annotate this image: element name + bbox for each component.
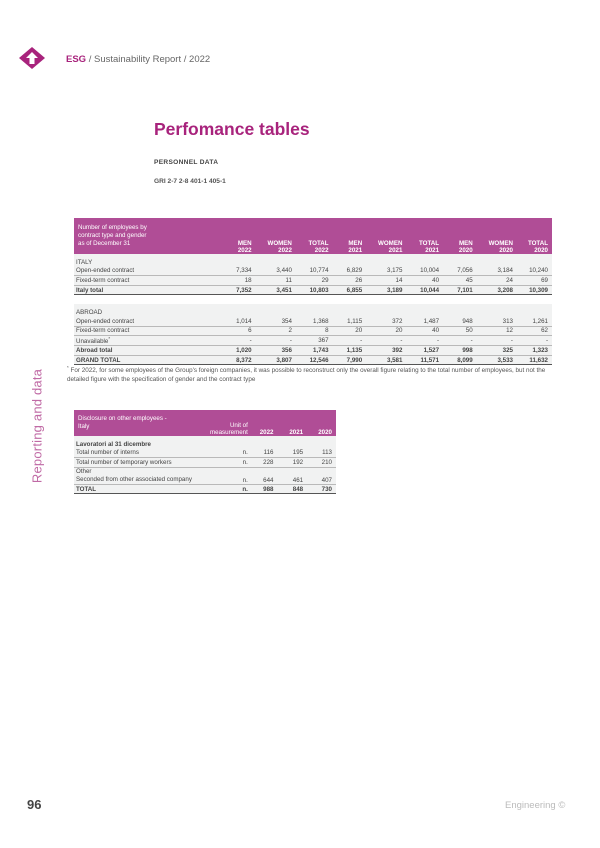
cell: 10,004	[404, 267, 447, 276]
subtotal-row	[74, 346, 552, 356]
cell: 7,352	[226, 285, 254, 295]
header-line: Disclosure on other employees -	[78, 414, 167, 422]
section-title-row	[74, 254, 552, 267]
gri-references: GRI 2-7 2-8 401-1 405-1	[154, 178, 226, 185]
section-subtitle: PERSONNEL DATA	[154, 159, 219, 166]
cell: 1,743	[294, 346, 337, 356]
cell: 6	[226, 326, 254, 336]
table-row	[74, 449, 336, 458]
cell: 313	[475, 317, 515, 326]
cell: 644	[250, 467, 280, 484]
cell: 11	[254, 276, 294, 286]
cell: -	[364, 336, 404, 346]
section-title: ITALY	[74, 254, 552, 267]
cell: 3,184	[475, 267, 515, 276]
year-header: 2022	[250, 410, 280, 436]
cell: 195	[279, 449, 309, 458]
table-row	[74, 467, 336, 484]
row-label: TOTAL	[74, 484, 208, 494]
cell: 1,487	[404, 317, 447, 326]
cell: -	[515, 336, 552, 346]
cell: 730	[309, 484, 336, 494]
sidebar-section-label	[27, 370, 47, 482]
cell: 192	[279, 458, 309, 468]
cell: 113	[309, 449, 336, 458]
cell: 1,323	[515, 346, 552, 356]
page-title: Perfomance tables	[154, 119, 310, 139]
table-header-row	[74, 218, 552, 254]
cell: 372	[364, 317, 404, 326]
cell: 8	[294, 326, 337, 336]
cell: 3,451	[254, 285, 294, 295]
row-label: Open-ended contract	[74, 317, 226, 326]
cell: 210	[309, 458, 336, 468]
column-header: WOMEN 2020	[475, 218, 515, 254]
cell: 325	[475, 346, 515, 356]
unit-cell: n.	[208, 449, 250, 458]
cell: 461	[279, 467, 309, 484]
table-header-label	[74, 410, 208, 436]
cell: 14	[364, 276, 404, 286]
cell: 1,261	[515, 317, 552, 326]
footnote-marker: *	[67, 365, 69, 370]
table-row	[74, 267, 552, 276]
column-header: TOTAL 2021	[404, 218, 447, 254]
column-header: TOTAL 2020	[515, 218, 552, 254]
sidebar-text: Reporting and data	[29, 368, 45, 484]
cell: 8,099	[447, 355, 475, 365]
cell: 3,208	[475, 285, 515, 295]
table-row	[74, 336, 552, 346]
cell: 62	[515, 326, 552, 336]
employees-by-contract-table	[74, 218, 552, 365]
cell: 18	[226, 276, 254, 286]
footnote-text: For 2022, for some employees of the Group's foreign companies, it was possible to reconstruct only the overall figure relating to the total number of employees, but not the detailed figure with the specification of gender and the contract type	[67, 367, 546, 383]
cell: 407	[309, 467, 336, 484]
table-row	[74, 458, 336, 468]
cell: -	[337, 336, 365, 346]
cell: 228	[250, 458, 280, 468]
subtotal-row	[74, 285, 552, 295]
cell: 116	[250, 449, 280, 458]
row-label-text: Unavailable	[76, 338, 109, 346]
cell: 354	[254, 317, 294, 326]
cell: 6,855	[337, 285, 365, 295]
cell: 40	[404, 326, 447, 336]
cell: 848	[279, 484, 309, 494]
section-title-row	[74, 436, 336, 449]
year-header: 2021	[279, 410, 309, 436]
cell: 3,175	[364, 267, 404, 276]
cell: 356	[254, 346, 294, 356]
column-header: MEN 2021	[337, 218, 365, 254]
cell: 7,056	[447, 267, 475, 276]
cell: -	[254, 336, 294, 346]
row-label	[74, 336, 226, 346]
cell: 3,189	[364, 285, 404, 295]
cell: 1,135	[337, 346, 365, 356]
cell: 6,829	[337, 267, 365, 276]
footnote	[67, 364, 557, 384]
row-label: Fixed-term contract	[74, 326, 226, 336]
column-header: TOTAL 2022	[294, 218, 337, 254]
header-section: ESG	[66, 54, 87, 65]
cell: 998	[447, 346, 475, 356]
cell: 10,309	[515, 285, 552, 295]
cell: 1,014	[226, 317, 254, 326]
cell: 1,115	[337, 317, 365, 326]
column-header: MEN 2020	[447, 218, 475, 254]
cell: 8,372	[226, 355, 254, 365]
cell: -	[226, 336, 254, 346]
table-row	[74, 326, 552, 336]
row-label-line: Seconded from other associated company	[76, 475, 192, 483]
cell: 10,240	[515, 267, 552, 276]
cell: 1,020	[226, 346, 254, 356]
row-label: Total number of interns	[74, 449, 208, 458]
cell: 50	[447, 326, 475, 336]
cell: 1,368	[294, 317, 337, 326]
cell: -	[475, 336, 515, 346]
header-line: Number of employees by	[78, 223, 147, 231]
section-title: ABROAD	[74, 304, 552, 317]
row-label: Italy total	[74, 285, 226, 295]
cell: -	[404, 336, 447, 346]
cell: 24	[475, 276, 515, 286]
cell: 69	[515, 276, 552, 286]
cell: 948	[447, 317, 475, 326]
cell: 10,044	[404, 285, 447, 295]
report-header	[66, 54, 210, 65]
table-row	[74, 317, 552, 326]
cell: 11,571	[404, 355, 447, 365]
cell: 40	[404, 276, 447, 286]
cell: -	[447, 336, 475, 346]
section-title-row	[74, 304, 552, 317]
cell: 20	[364, 326, 404, 336]
page-number: 96	[27, 797, 42, 812]
header-line: Italy	[78, 423, 90, 430]
cell: 26	[337, 276, 365, 286]
year-header: 2020	[309, 410, 336, 436]
other-employees-table	[74, 410, 336, 494]
column-header: WOMEN 2022	[254, 218, 294, 254]
column-header: WOMEN 2021	[364, 218, 404, 254]
cell: 7,990	[337, 355, 365, 365]
cell: 1,527	[404, 346, 447, 356]
cell: 7,334	[226, 267, 254, 276]
cell: 12,546	[294, 355, 337, 365]
column-header: MEN 2022	[226, 218, 254, 254]
header-separator: /	[86, 54, 94, 65]
cell: 7,101	[447, 285, 475, 295]
unit-cell: n.	[208, 484, 250, 494]
unit-header: Unit of measurement	[208, 410, 250, 436]
cell: 29	[294, 276, 337, 286]
header-report-title: Sustainability Report / 2022	[93, 54, 211, 65]
header-line: as of December 31	[78, 240, 131, 248]
section-title: Lavoratori al 31 dicembre	[74, 436, 336, 449]
row-label: Abroad total	[74, 346, 226, 356]
header-line: contract type and gender	[78, 231, 147, 239]
spacer-row	[74, 295, 552, 305]
row-label: Fixed-term contract	[74, 276, 226, 286]
total-row	[74, 484, 336, 494]
cell: 3,440	[254, 267, 294, 276]
cell: 3,533	[475, 355, 515, 365]
cell: 12	[475, 326, 515, 336]
unit-cell: n.	[208, 458, 250, 468]
table-header-label	[74, 218, 226, 254]
row-label: Open-ended contract	[74, 267, 226, 276]
row-label: Total number of temporary workers	[74, 458, 208, 468]
cell: 988	[250, 484, 280, 494]
cell: 392	[364, 346, 404, 356]
footer-brand: Engineering ©	[505, 800, 566, 811]
footnote-marker: *	[108, 336, 111, 342]
cell: 20	[337, 326, 365, 336]
unit-cell: n.	[208, 467, 250, 484]
table-row	[74, 276, 552, 286]
table-header-row	[74, 410, 336, 436]
cell: 10,803	[294, 285, 337, 295]
cell: 2	[254, 326, 294, 336]
cell: 3,807	[254, 355, 294, 365]
cell: 11,632	[515, 355, 552, 365]
row-label: GRAND TOTAL	[74, 355, 226, 365]
cell: 45	[447, 276, 475, 286]
cell: 10,774	[294, 267, 337, 276]
row-label	[74, 467, 208, 484]
cell: 367	[294, 336, 337, 346]
row-label-line: Other	[76, 467, 92, 475]
company-logo	[18, 46, 46, 70]
cell: 3,581	[364, 355, 404, 365]
